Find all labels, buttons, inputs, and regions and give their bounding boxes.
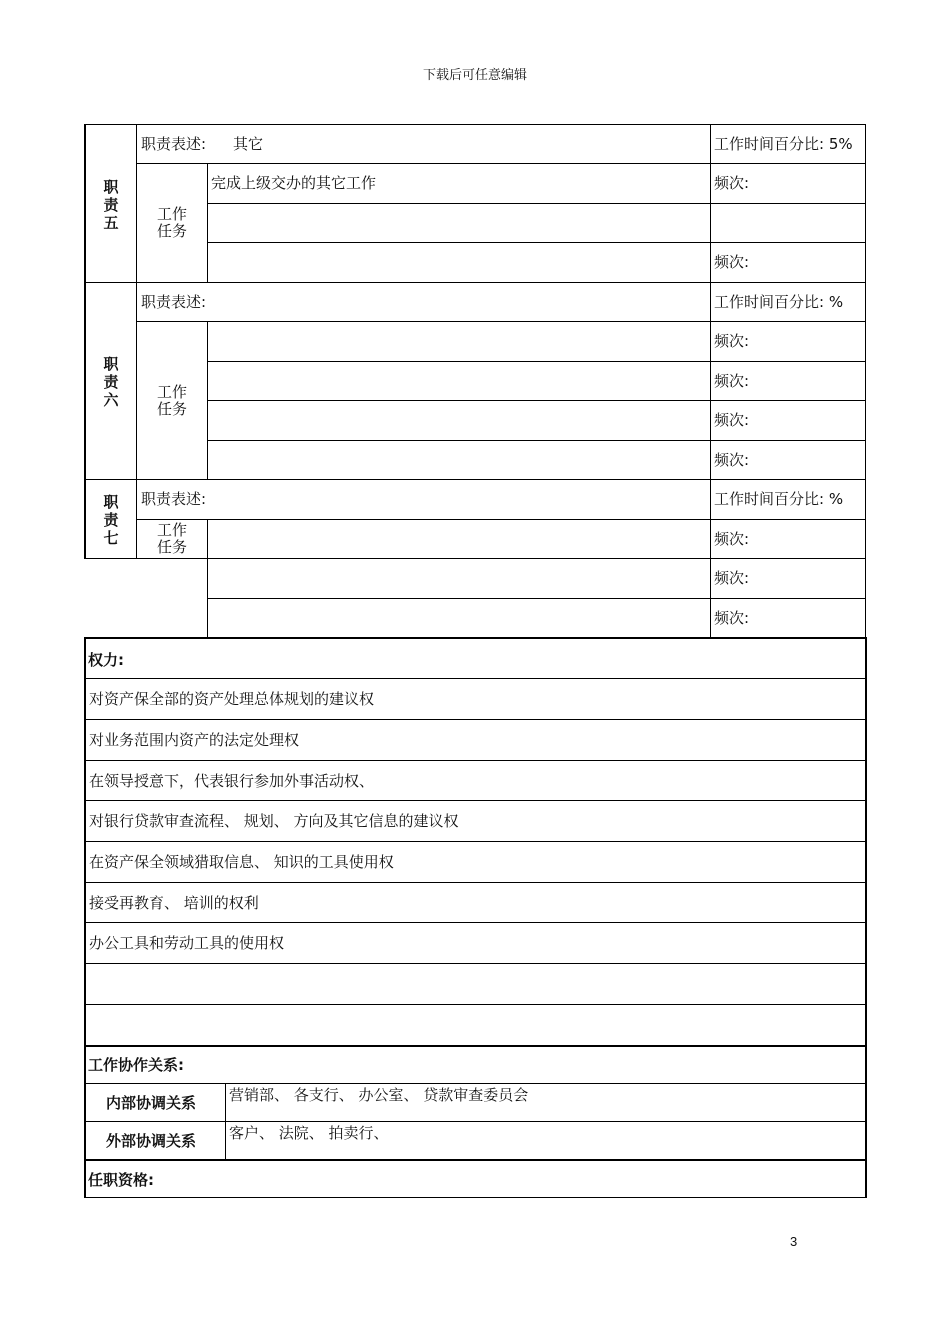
duty-label: 职 责 六: [103, 355, 119, 409]
task-label: 工作 任务: [156, 205, 187, 240]
authority-item: 对资产保全部的资产处理总体规划的建议权: [89, 690, 375, 708]
task-frequency: 频次:: [714, 451, 750, 469]
qualification-title: 任职资格:: [88, 1171, 154, 1189]
duty-label: 职 责 七: [103, 493, 119, 547]
internal-relations-label: 内部协调关系: [106, 1094, 197, 1112]
authority-item: 在资产保全领域猎取信息、 知识的工具使用权: [89, 853, 394, 871]
authority-item: 对银行贷款审查流程、 规划、 方向及其它信息的建议权: [89, 812, 459, 830]
authority-title: 权力:: [88, 651, 124, 669]
task-frequency: 频次:: [714, 332, 750, 350]
task-label: 工作 任务: [156, 521, 187, 556]
task-text: 完成上级交办的其它工作: [211, 174, 377, 192]
duty-description-label: 职责表述:: [141, 135, 207, 153]
task-frequency: 频次:: [714, 609, 750, 627]
authority-item: 对业务范围内资产的法定处理权: [89, 731, 300, 749]
page-number: 3: [790, 1234, 798, 1249]
task-frequency: 频次:: [714, 174, 750, 192]
authority-item: 办公工具和劳动工具的使用权: [89, 934, 285, 952]
collaboration-title: 工作协作关系:: [88, 1056, 184, 1074]
task-frequency: 频次:: [714, 411, 750, 429]
time-percent-label: 工作时间百分比: 5%: [714, 135, 853, 153]
external-relations-value: 客户、 法院、 拍卖行、: [229, 1124, 389, 1142]
duty-description-label: 职责表述:: [141, 490, 207, 508]
external-relations-label: 外部协调关系: [106, 1132, 197, 1150]
task-frequency: 频次:: [714, 569, 750, 587]
task-frequency: 频次:: [714, 372, 750, 390]
task-label: 工作 任务: [156, 383, 187, 418]
header-note: 下载后可任意编辑: [422, 68, 527, 83]
authority-item: 接受再教育、 培训的权利: [89, 894, 259, 912]
duty-label: 职 责 五: [103, 178, 119, 232]
duty-description-value: 其它: [233, 135, 264, 153]
internal-relations-value: 营销部、 各支行、 办公室、 贷款审查委员会: [229, 1086, 529, 1104]
authority-item: 在领导授意下，代表银行参加外事活动权、: [89, 772, 375, 790]
time-percent-label: 工作时间百分比: %: [714, 293, 844, 311]
task-frequency: 频次:: [714, 530, 750, 548]
time-percent-label: 工作时间百分比: %: [714, 490, 844, 508]
task-frequency: 频次:: [714, 253, 750, 271]
duty-description-label: 职责表述:: [141, 293, 207, 311]
